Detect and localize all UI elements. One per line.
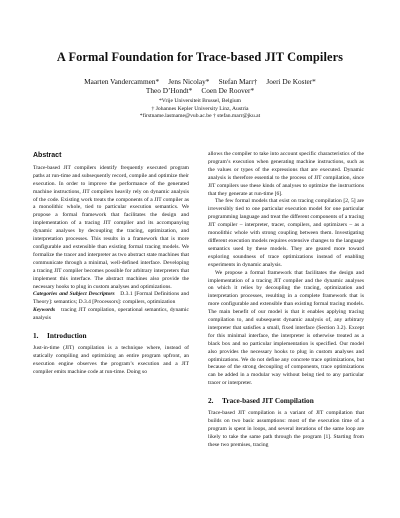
categories-label: Categories and Subject Descriptors [33, 291, 115, 298]
categories-text: D.3.1 [Formal Definitions and Theory]: semantics; D.3.4 [Processors]: compilers, optimization [33, 291, 189, 306]
paper-title: A Formal Foundation for Trace-based JIT Compilers [56, 50, 344, 64]
author-list [0, 77, 400, 95]
affiliations [0, 98, 400, 121]
introduction-text: Just-in-time (JIT) compilation is a technique where, instead of statically compiling and optimizing an entire program upfront, an execution engine observes the program’s execution and a JIT compiler emits machine code at run-time. Doing so [33, 344, 189, 375]
right-column [208, 151, 364, 450]
body-paragraph-2: The few formal models that exist on tracing compilation [2, 5] are irreversibly tied to one particular execution model for one particular programming language and treat the different components of a tracing JIT compiler – interpreter, tracer, compilers, and optimizers – as a monolithic whole with strong coupling between them. Investigating different execution models requires extensive changes to the language semantics used by these models. They are geared more toward exploring soundness of trace optimizations instead of enabling experiments in dynamic analysis. [208, 198, 364, 268]
section-heading-introduction [33, 332, 189, 340]
abstract-text: Trace-based JIT compilers identify frequently executed program paths at run-time and subsequently record, compile and optimize their execution. In order to improve the performance of the generated machine instructions, JIT compilers heavily rely on dynamic analysis of the code. Existing work treats the components of a JIT compiler as a monolithic whole, tied to particular execution semantics. We propose a formal framework that facilitates the design and implementation of a tracing JIT compiler and its accompanying dynamic analyses by decoupling the tracing, optimization, and interpretation processes. This results in a framework that is more configurable and extensible than existing formal tracing models. We formalize the tracer and interpreter as two abstract state machines that communicate through a minimal, well-defined interface. Developing a tracing JIT compiler becomes possible for arbitrary interpreters that implement this interface. The abstract machines also provide the necessary hooks to plug in custom analyses and optimizations. [33, 164, 189, 290]
abstract-heading: Abstract [33, 152, 62, 159]
keywords-label: Keywords [33, 307, 56, 314]
authors-line-1: Maarten Vandercammen* Jens Nicolay* Stefan Marr† Joeri De Koster* [84, 77, 316, 86]
body-paragraph-3: We propose a formal framework that facilitates the design and implementation of a tracing JIT compiler and the dynamic analyses on which it relies by decoupling the tracing, optimization and interpretation processes, resulting in a complete framework that is more configurable and extensible than existing formal tracing models. The main benefit of our model is that it enables applying tracing compilation to, and subsequent dynamic analysis of, any arbitrary interpreter that satisfies a small, fixed interface (Section 3.2). Except for this minimal interface, the interpreter is otherwise treated as a black box and no particular implementation is specified. Our model also provides the necessary hooks to plug in custom analyses and optimizations. We do not define any concrete trace optimizations, but because of the strong decoupling of components, trace optimizations can be added in a modular way without being tied to any particular tracer or interpreter. [208, 269, 364, 387]
section-title: Trace-based JIT Compilation [222, 396, 314, 406]
affiliation-2: † Johannes Kepler University Linz, Austria [151, 105, 249, 112]
section-heading-trace-jit [208, 397, 364, 405]
section-number: 2. [208, 396, 214, 406]
body-paragraph-1: allows the compiler to take into account specific characteristics of the program’s execution when generating machine instructions, such as the values or types of the expressions that are executed. Dynamic analysis is therefore essential to the process of JIT compilation, since JIT compilers use these kinds of analyses to optimize the instructions that they generate at run-time [6]. [208, 151, 364, 197]
affiliation-emails: *firstname.lastname@vub.ac.be † stefan.marr@jku.at [139, 113, 261, 119]
left-column [33, 152, 189, 377]
keywords-text: tracing JIT compilation, operational semantics, dynamic analysis [33, 307, 189, 322]
authors-line-2: Theo D’Hondt* Coen De Roover* [145, 86, 255, 95]
affiliation-1: *Vrije Universiteit Brussel, Belgium [158, 98, 241, 104]
body-paragraph-4: Trace-based JIT compilation is a variant of JIT compilation that builds on two basic assumptions: most of the execution time of a program is spent in loops, and several iterations of the same loop are likely to take the same path through the program [1]. Starting from these two premises, tracing [208, 410, 364, 448]
categories-paragraph [33, 291, 189, 307]
keywords-paragraph [33, 307, 189, 323]
section-number: 1. [33, 331, 39, 341]
section-title: Introduction [47, 331, 87, 341]
